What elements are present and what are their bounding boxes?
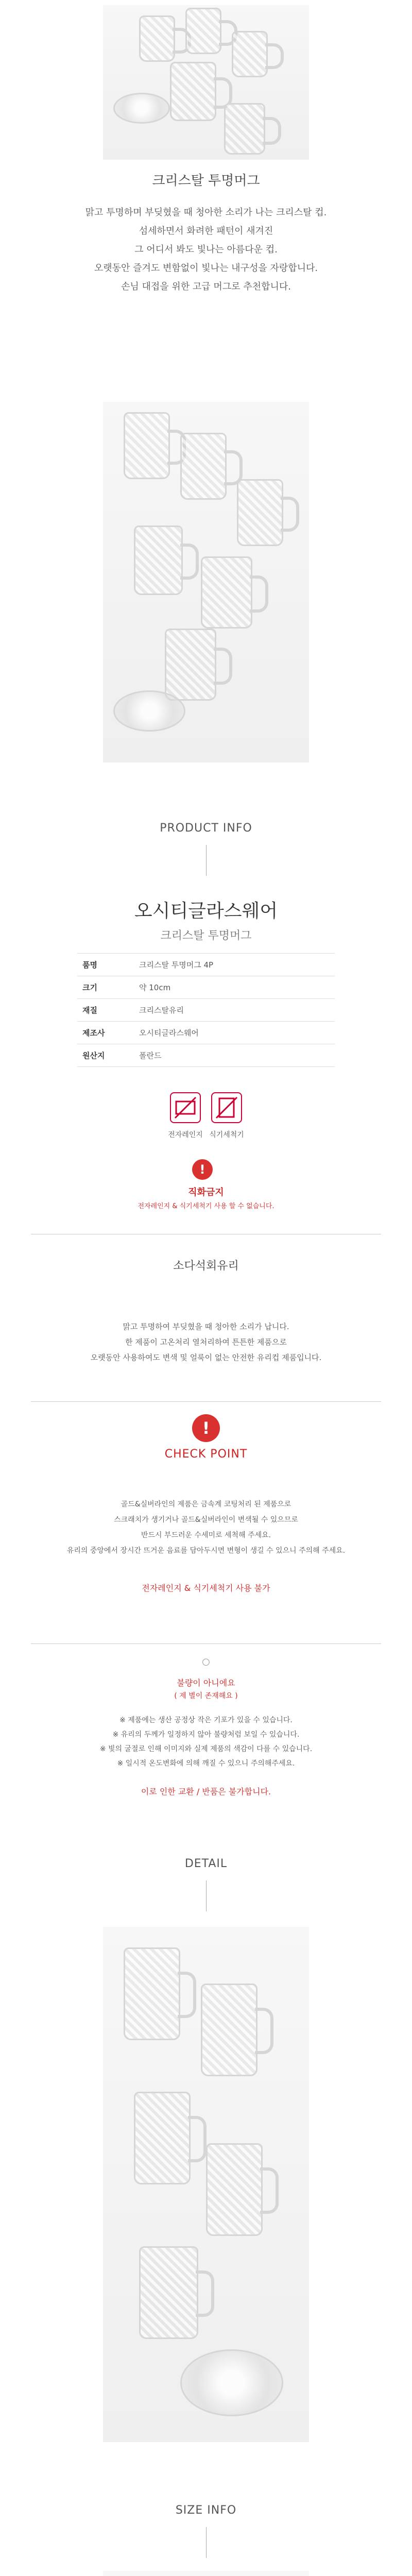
info-key: 품명 — [77, 954, 134, 976]
product-info-table — [77, 953, 335, 1067]
material-title: 소다석회유리 — [173, 1260, 239, 1273]
mug-image — [201, 556, 252, 629]
size-photo — [103, 2571, 309, 2576]
mug-image — [232, 31, 268, 77]
product-name: 크리스탈 투명머그 — [160, 929, 252, 942]
hero-description-line: 오랫동안 즐겨도 변함없이 빛나는 내구성을 자랑합니다. — [94, 263, 318, 274]
divider-line — [31, 1401, 381, 1402]
hero-description-line: 섬세하면서 화려한 패턴이 새겨진 — [139, 226, 273, 236]
check-point-notes — [0, 1713, 412, 1771]
note-line: ※ 유리의 두께가 일정하지 않아 불량처럼 보일 수 있습니다. — [112, 1731, 300, 1739]
coaster-image — [180, 2349, 283, 2416]
hero-title: 크리스탈 투명머그 — [152, 173, 260, 189]
info-row — [77, 999, 335, 1022]
hero-description-line: 손님 대접을 위한 고급 머그로 추천합니다. — [121, 281, 291, 292]
note-line: ※ 일시적 온도변화에 의해 깨질 수 있으니 주의해주세요. — [117, 1759, 295, 1768]
check-point-line: 스크래치가 생기거나 골드&실버라인이 변색될 수 있으므로 — [114, 1516, 298, 1524]
detail-photo — [103, 1927, 309, 2442]
microwave-icon — [170, 1092, 201, 1123]
mug-image — [139, 2246, 198, 2339]
coaster-image — [113, 93, 170, 124]
divider-line — [206, 845, 207, 876]
info-value: 오시티글라스웨어 — [134, 1022, 335, 1044]
mug-image — [134, 2092, 191, 2184]
not-defect-title: 불량이 아니에요 — [177, 1678, 235, 1688]
dishwasher-icon — [211, 1092, 242, 1123]
check-point-line: 유리의 중앙에서 장시간 뜨거운 음료를 담아두시면 변형이 생길 수 있으니 주의해 주세요. — [66, 1547, 346, 1555]
info-value: 크리스탈유리 — [134, 999, 335, 1022]
check-point-line: 골드&실버라인의 제품은 금속계 코팅처리 된 제품으로 — [121, 1500, 291, 1509]
alert-icon: ! — [192, 1414, 220, 1442]
mug-image — [180, 433, 227, 500]
product-info-caption: PRODUCT INFO — [160, 822, 252, 835]
note-line: ※ 제품에는 생산 공정상 작은 기포가 있을 수 있습니다. — [119, 1716, 293, 1724]
info-key: 재질 — [77, 999, 134, 1022]
material-line: 맑고 투명하여 부딪혔을 때 청아한 소리가 납니다. — [123, 1322, 289, 1331]
brand-name: 오시티글라스웨어 — [134, 901, 278, 922]
product-photo — [103, 402, 309, 762]
bubble-icon: ○ — [202, 1656, 210, 1667]
mug-image — [124, 1947, 180, 2040]
icon-label: 전자레인지 — [168, 1131, 203, 1139]
hero-description — [0, 204, 412, 296]
note-line: ※ 빛의 굴절로 인해 이미지와 실제 제품의 색감이 다를 수 있습니다. — [99, 1745, 313, 1753]
material-description — [0, 1319, 412, 1365]
check-point-description — [0, 1497, 412, 1558]
hero-description-line: 그 어디서 봐도 빛나는 아름다운 컵. — [134, 244, 278, 255]
mug-image — [165, 629, 216, 701]
info-row — [77, 954, 335, 976]
warning-title: 직화금지 — [188, 1187, 224, 1198]
warning-subtitle: 전자레인지 & 식기세척기 사용 할 수 없습니다. — [138, 1202, 274, 1210]
mug-image — [237, 479, 283, 546]
hero-description-line: 맑고 투명하며 부딪혔을 때 청아한 소리가 나는 크리스탈 컵. — [85, 207, 327, 218]
mug-image — [206, 2143, 263, 2236]
mug-image — [134, 526, 183, 595]
divider-line — [31, 1643, 381, 1644]
info-value: 크리스탈 투명머그 4P — [134, 954, 335, 976]
check-point-red-line: 전자레인지 & 식기세척기 사용 불가 — [142, 1583, 270, 1593]
info-key: 원산지 — [77, 1044, 134, 1067]
divider-line — [206, 2527, 207, 2558]
icon-label: 식기세척기 — [209, 1131, 244, 1139]
size-info-caption: SIZE INFO — [175, 2504, 237, 2517]
mug-image — [124, 412, 170, 479]
warning-icon: ! — [192, 1159, 213, 1180]
hero-photo — [103, 5, 309, 160]
material-line: 한 제품이 고온처리 열처리하여 튼튼한 제품으로 — [125, 1337, 287, 1347]
info-row — [77, 976, 335, 999]
mug-image — [139, 15, 175, 62]
info-key: 제조사 — [77, 1022, 134, 1044]
check-point-caption: CHECK POINT — [164, 1448, 248, 1461]
check-point-line: 반드시 부드러운 수세미로 세척해 주세요. — [141, 1531, 271, 1539]
info-value: 폴란드 — [134, 1044, 335, 1067]
info-row — [77, 1044, 335, 1067]
mug-image — [201, 1984, 258, 2076]
info-key: 크기 — [77, 976, 134, 999]
material-line: 오랫동안 사용하여도 변색 및 얼룩이 없는 안전한 유리컵 제품입니다. — [90, 1353, 322, 1362]
mug-image — [185, 8, 221, 54]
no-return-notice: 이로 인한 교환 / 반품은 불가합니다. — [141, 1787, 271, 1797]
info-row — [77, 1022, 335, 1044]
detail-caption: DETAIL — [184, 1857, 228, 1870]
divider-line — [206, 1880, 207, 1911]
mug-image — [170, 62, 216, 121]
coaster-image — [113, 690, 185, 732]
mug-image — [224, 103, 265, 155]
not-defect-subtitle: ( 제 별이 존재해요 ) — [174, 1692, 238, 1700]
info-value: 약 10cm — [134, 976, 335, 999]
